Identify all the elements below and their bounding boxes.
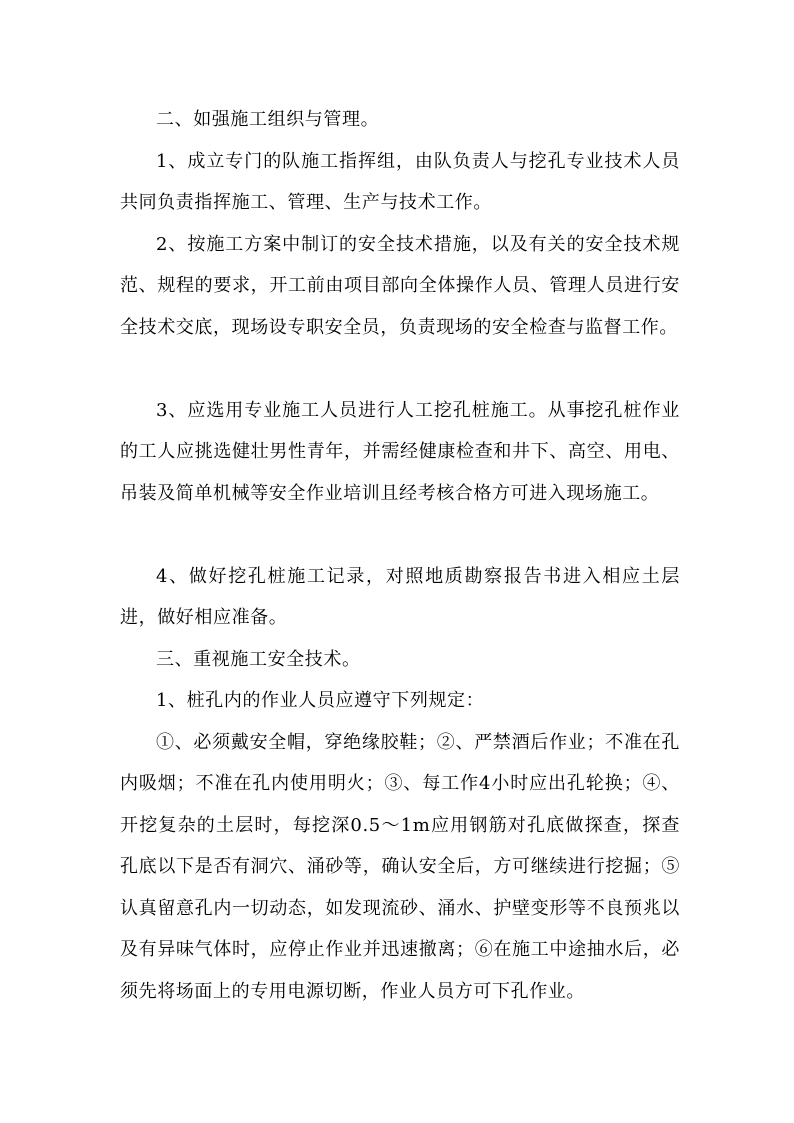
- section-heading-3: 三、重视施工安全技术。: [156, 648, 361, 670]
- paragraph-rules-list: ①、必须戴安全帽，穿绝缘胶鞋；②、严禁酒后作业；不准在孔内吸烟；不准在孔内使用明火；③、每工作4小时应出孔轮换；④、开挖复杂的土层时，每挖深0.5～1m应用钢筋对孔底做探查，探查孔底以下是否有洞穴、涌砂等，确认安全后，方可继续进行挖掘；⑤认真留意孔内一切动态，如发现流砂、涌水、护壁变形等不良预兆以及有异味气体时，应停止作业并迅速撤离；⑥在施工中途抽水后，必须先将场面上的专用电源切断，作业人员方可下孔作业。: [120, 731, 680, 1002]
- document-body: [120, 99, 680, 1012]
- paragraph-item-2: 2、按施工方案中制订的安全技术措施，以及有关的安全技术规范、规程的要求，开工前由项目部向全体操作人员、管理人员进行安全技术交底，现场设专职安全员，负责现场的安全检查与监督工作。: [120, 233, 680, 338]
- section-heading-2: 二、如强施工组织与管理。: [156, 109, 380, 130]
- blank-line: [120, 514, 680, 556]
- paragraph-item-1: 1、成立专门的队施工指挥组，由队负责人与挖孔专业技术人员共同负责指挥施工、管理、生产与技术工作。: [120, 150, 680, 213]
- paragraph-item-3: 3、应选用专业施工人员进行人工挖孔桩施工。从事挖孔桩作业的工人应挑选健壮男性青年，并需经健康检查和井下、高空、用电、吊装及简单机械等安全作业培训且经考核合格方可进入现场施工。: [120, 399, 680, 504]
- blank-line: [120, 348, 680, 390]
- paragraph-item-4: 4、做好挖孔桩施工记录，对照地质勘察报告书进入相应土层进，做好相应准备。: [120, 565, 680, 628]
- paragraph-rules-intro: 1、桩孔内的作业人员应遵守下列规定：: [156, 690, 485, 711]
